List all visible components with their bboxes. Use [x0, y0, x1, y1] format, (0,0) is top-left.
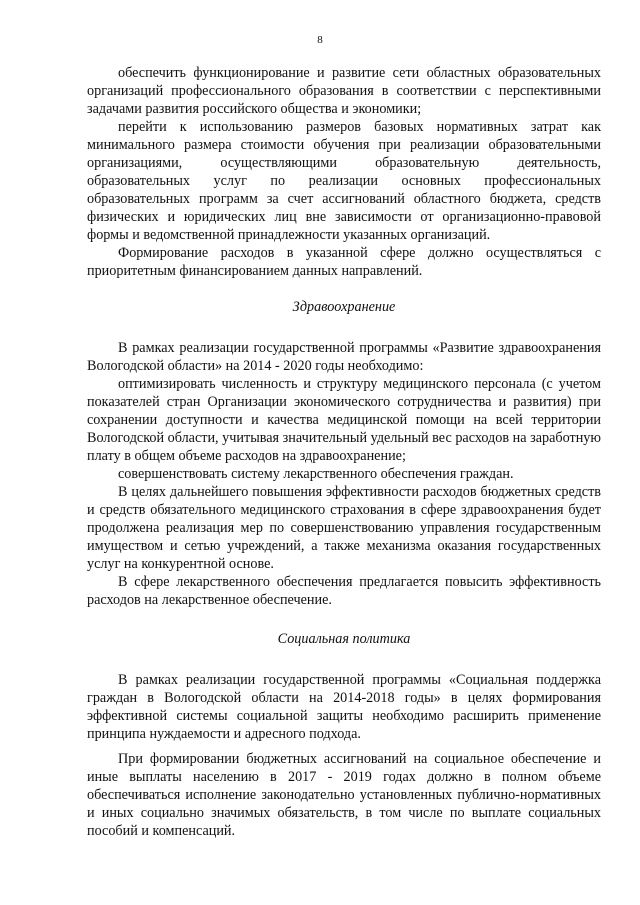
paragraph-drug-provision: В сфере лекарственного обеспечения предлагается повысить эффективность расходов на лекарственное обеспечение. [87, 574, 601, 608]
section-heading-health: Здравоохранение [292, 299, 396, 315]
paragraph-ensure-network: обеспечить функционирование и развитие сети областных образовательных организаций профессионального образования в соответствии с перспективными задачами развития российского общества и экономики; [87, 65, 601, 117]
paragraph-medicine-supply: совершенствовать систему лекарственного обеспечения граждан. [118, 466, 514, 482]
paragraph-efficiency: В целях дальнейшего повышения эффективности расходов бюджетных средств и средств обязательного медицинского страхования в сфере здравоохранения будет продолжена реализация мер по совершенствованию управления государственным имуществом и сетью учреждений, а также механизма оказания государственных услуг на конкурентной основе. [87, 484, 601, 572]
paragraph-optimize-staff: оптимизировать численность и структуру медицинского персонала (с учетом показателей стран Организации экономического сотрудничества и развития) при сохранении доступности и качества медицинской помощи на всей территории Вологодской области, учитывая значительный удельный вес расходов на заработную плату в общем объеме расходов на здравоохранение; [87, 376, 601, 464]
paragraph-normative-costs: перейти к использованию размеров базовых нормативных затрат как минимального размера стоимости обучения при реализации образовательными организациями, осуществляющими образовательную деятельность, образовательных услуг по реализации основных профессиональных образовательных программ за счет ассигнований областного бюджета, средств физических и юридических лиц вне зависимости от организационно-правовой формы и ведомственной принадлежности указанных организаций. [87, 119, 601, 243]
page-number: 8 [317, 34, 323, 46]
paragraph-social-obligations: При формировании бюджетных ассигнований на социальное обеспечение и иные выплаты населению в 2017 - 2019 годах должно в полном объеме обеспечиваться исполнение законодательно установленных публично-нормативных и иных социально значимых обязательств, в том числе по выплате социальных пособий и компенсаций. [87, 751, 601, 839]
paragraph-social-program: В рамках реализации государственной программы «Социальная поддержка граждан в Вологодской области на 2014-2018 годы» в целях формирования эффективной системы социальной защиты необходимо расширить применение принципа нуждаемости и адресного подхода. [87, 672, 601, 742]
document-body [87, 64, 601, 840]
section-heading-social: Социальная политика [277, 631, 411, 647]
paragraph-health-program: В рамках реализации государственной программы «Развитие здравоохранения Вологодской области» на 2014 - 2020 годы необходимо: [87, 340, 601, 374]
paragraph-priority-financing: Формирование расходов в указанной сфере должно осуществляться с приоритетным финансированием данных направлений. [87, 245, 601, 279]
